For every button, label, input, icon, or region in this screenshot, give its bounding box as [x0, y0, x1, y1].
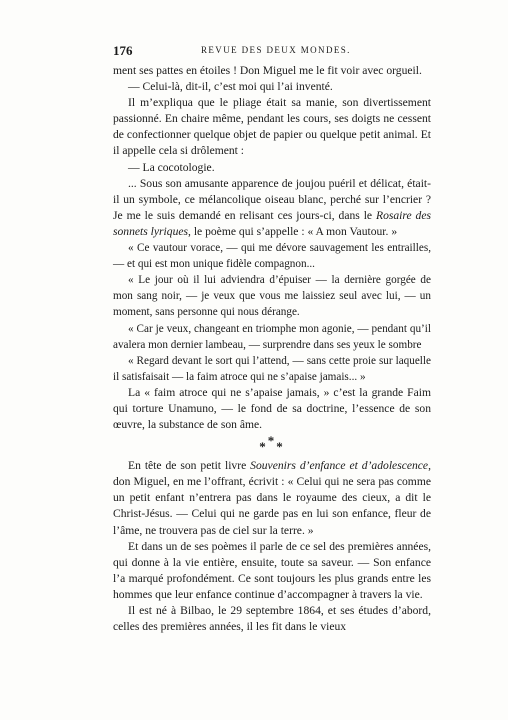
paragraph-text: ... Sous son amusante apparence de joujou puéril et délicat, était-il un symbole, ce mélancolique oiseau blanc, perché sur l’encrier ? Je me le suis demandé en relisant ces jours-ci, dans le	[113, 176, 431, 222]
separator-star: *	[276, 439, 285, 455]
separator-star: *	[267, 433, 277, 449]
paragraph: Il m’expliqua que le pliage était sa manie, son divertissement passionné. En chaire même, pendant les cours, ses doigts ne cessent de confectionner quelque objet de papier ou quelque petit animal. Et il appelle cela si drôlement :	[113, 96, 431, 158]
paragraph-text: , le poème qui s’appelle : « A mon Vautour. »	[188, 224, 398, 238]
journal-title: REVUE DES DEUX MONDES.	[201, 45, 351, 55]
paragraph: — La cocotologie.	[128, 160, 215, 174]
poem-stanza: « Regard devant le sort qui l’attend, — sans cette proie sur laquelle il satisfaisait — la faim atroce qui ne s’apaise jamais... »	[113, 354, 431, 383]
paragraph-text: , don Miguel, en me l’offrant, écrivit : « Celui qui ne sera pas comme un petit enfant n’entrera pas dans le royaume des cieux, a dit le Christ-Jésus. — Celui qui ne garde pas en lui son enfance, fleur de l’âme, ne trouvera pas de ciel sur la terre. »	[113, 459, 431, 537]
paragraph: La « faim atroce qui ne s’apaise jamais, » c’est la grande Faim qui torture Unamuno, — le fond de sa doctrine, l’essence de son œuvre, la substance de son âme.	[113, 385, 431, 432]
body-text	[113, 63, 431, 635]
paragraph-text: En tête de son petit livre	[128, 459, 251, 473]
poem-collection-title: Rosaire des sonnets lyriques	[113, 208, 431, 238]
paragraph: ment ses pattes en étoiles ! Don Miguel me le fit voir avec orgueil.	[113, 64, 422, 77]
paragraph	[113, 458, 431, 538]
section-separator	[113, 435, 431, 458]
separator-star: *	[259, 439, 268, 455]
poem-stanza: « Car je veux, changeant en triomphe mon agonie, — pendant qu’il avalera mon dernier lambeau, — surprendre dans ses yeux le sombre	[113, 322, 431, 351]
book-title: Souvenirs d’enfance et d’adolescence	[250, 459, 429, 473]
poem-stanza: « Le jour où il lui adviendra d’épuiser — la dernière gorgée de mon sang noir, — je veux que vous me laissiez seul avec lui, — un moment, sans personne qui nous dérange.	[113, 274, 431, 319]
paragraph: Et dans un de ses poèmes il parle de ce sel des premières années, qui donne à la vie entière, ensuite, toute sa saveur. — Son enfance l’a marqué profondément. Ce sont toujours les plus grands entre les hommes que leur enfance continue d’accompagner à travers la vie.	[113, 539, 431, 601]
poem-stanza: « Ce vautour vorace, — qui me dévore sauvagement les entrailles, — et qui est mon unique fidèle compagnon...	[113, 242, 431, 271]
paragraph: — Celui-là, dit-il, c’est moi qui l’ai inventé.	[128, 80, 333, 94]
running-head	[113, 44, 431, 58]
paragraph	[113, 176, 431, 240]
paragraph: Il est né à Bilbao, le 29 septembre 1864, et ses études d’abord, celles des premières années, il les fit dans le vieux	[113, 604, 431, 634]
page-number: 176	[113, 43, 133, 58]
